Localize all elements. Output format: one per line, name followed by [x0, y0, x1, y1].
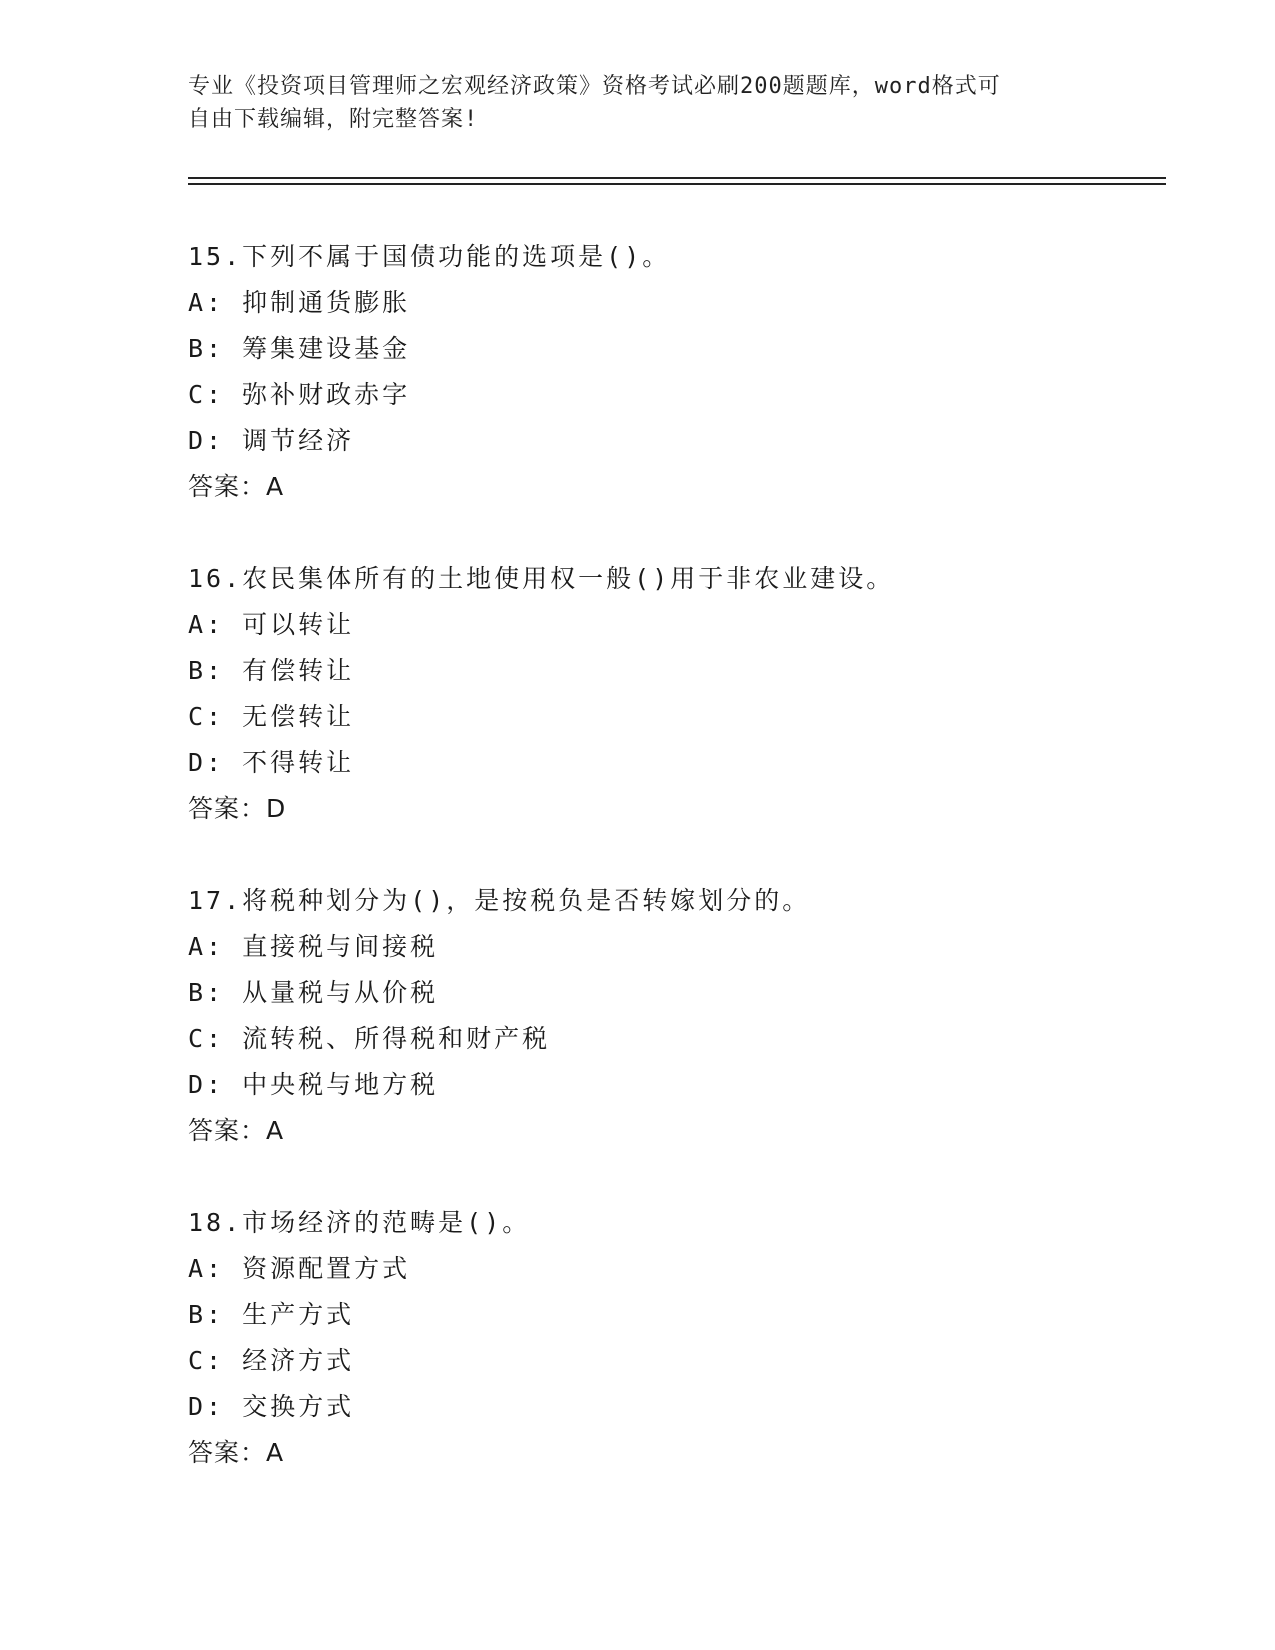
question-18	[188, 1200, 1168, 1476]
header-divider-top	[188, 177, 1166, 179]
option-d: D: 交换方式	[188, 1392, 355, 1421]
header-line-2: 自由下载编辑，附完整答案!	[188, 107, 479, 132]
answer-line: 答案：A	[188, 1116, 285, 1145]
option-a: A: 直接税与间接税	[188, 932, 439, 961]
option-b: B: 筹集建设基金	[188, 334, 411, 363]
answer-line: 答案：A	[188, 472, 285, 501]
header-divider-bottom	[188, 183, 1166, 185]
question-stem: 15.下列不属于国债功能的选项是()。	[188, 242, 671, 271]
question-stem: 16.农民集体所有的土地使用权一般()用于非农业建设。	[188, 564, 895, 593]
answer-line: 答案：A	[188, 1438, 285, 1467]
answer-line: 答案：D	[188, 794, 287, 823]
option-c: C: 弥补财政赤字	[188, 380, 411, 409]
question-15	[188, 234, 1168, 510]
option-c: C: 无偿转让	[188, 702, 355, 731]
option-a: A: 抑制通货膨胀	[188, 288, 411, 317]
option-b: B: 从量税与从价税	[188, 978, 439, 1007]
option-a: A: 可以转让	[188, 610, 355, 639]
option-d: D: 中央税与地方税	[188, 1070, 439, 1099]
option-c: C: 流转税、所得税和财产税	[188, 1024, 551, 1053]
option-a: A: 资源配置方式	[188, 1254, 411, 1283]
option-b: B: 生产方式	[188, 1300, 355, 1329]
option-c: C: 经济方式	[188, 1346, 355, 1375]
question-stem: 18.市场经济的范畴是()。	[188, 1208, 531, 1237]
document-header	[188, 70, 1088, 136]
header-line-1: 专业《投资项目管理师之宏观经济政策》资格考试必刷200题题库，word格式可	[188, 74, 1001, 99]
option-d: D: 调节经济	[188, 426, 355, 455]
question-stem: 17.将税种划分为()，是按税负是否转嫁划分的。	[188, 886, 811, 915]
option-d: D: 不得转让	[188, 748, 355, 777]
question-16	[188, 556, 1168, 832]
question-17	[188, 878, 1168, 1154]
option-b: B: 有偿转让	[188, 656, 355, 685]
